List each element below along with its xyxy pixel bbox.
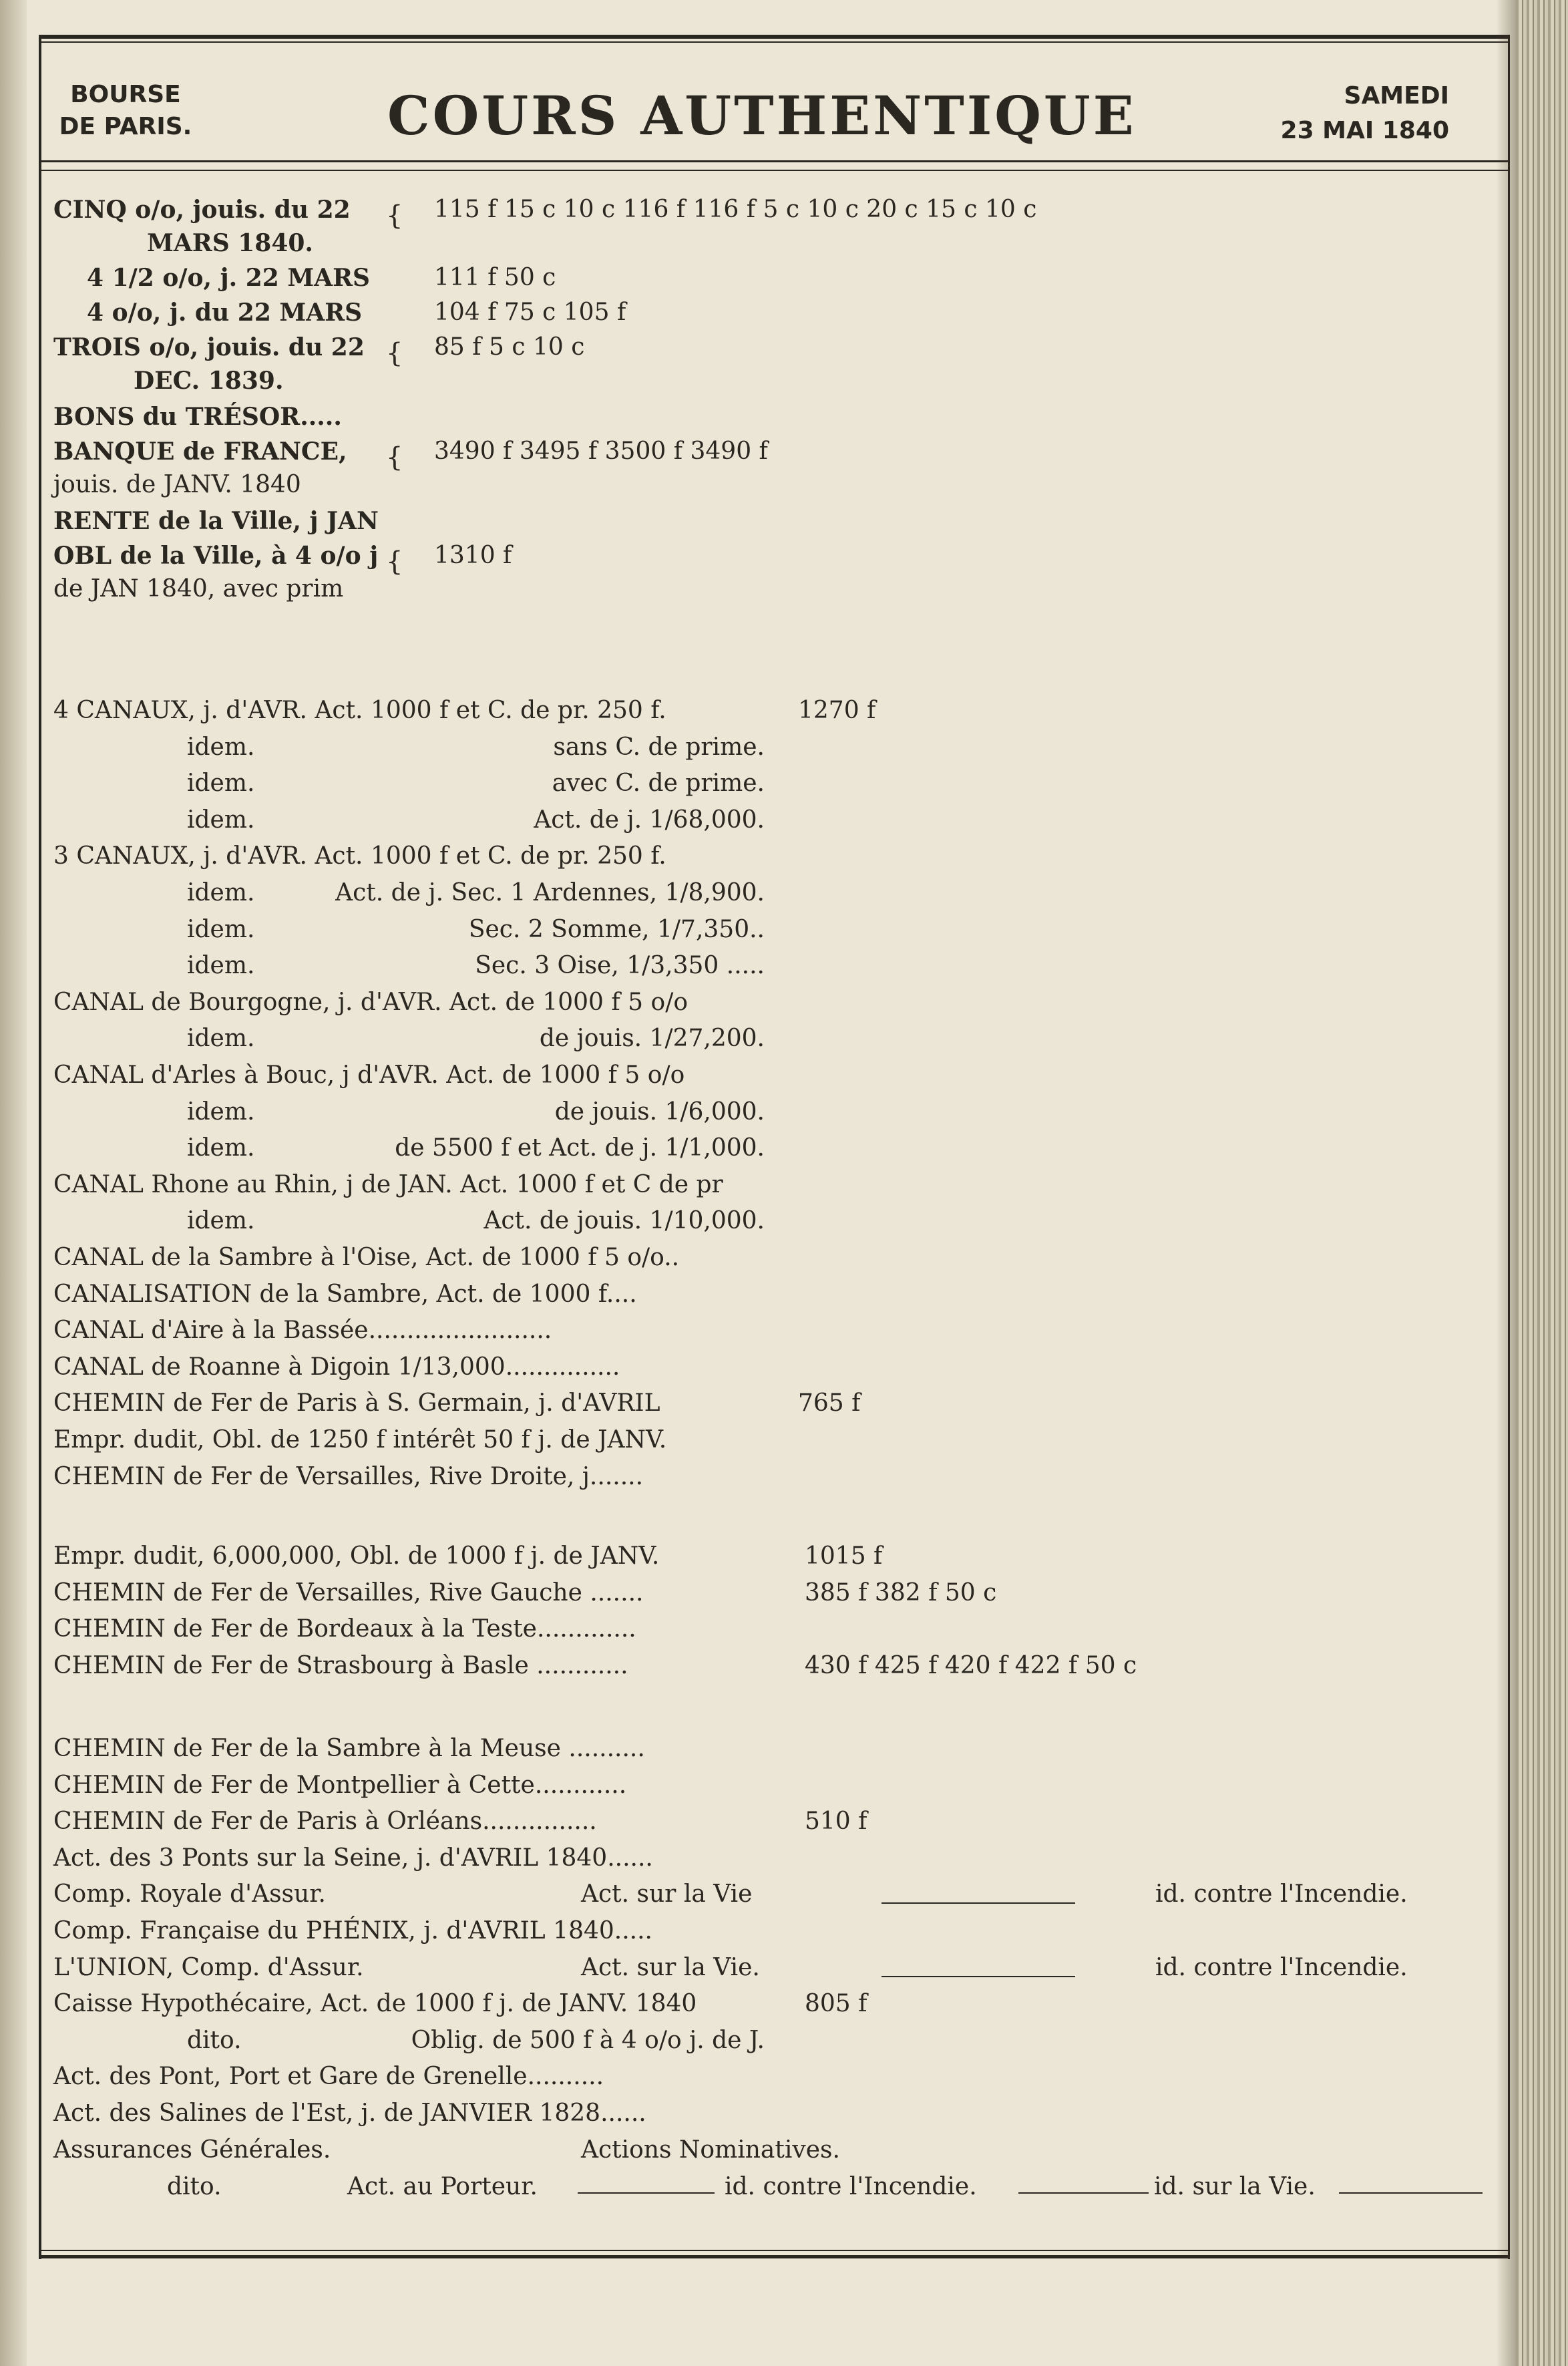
blank-line (881, 1902, 1075, 1904)
rente-cinq-l1: CINQ o/o, jouis. du 22 (53, 196, 351, 224)
rente-4-5-price: 111 f 50 c (434, 264, 556, 291)
canaux-row-text: CHEMIN de Fer de Paris à S. Germain, j. d'AVRIL (53, 1389, 660, 1417)
canaux-row-detail: sans C. de prime. (553, 733, 765, 761)
rente-4-price: 104 f 75 c 105 f (434, 299, 626, 326)
divers-row-right: id. contre l'Incendie. (1155, 1880, 1408, 1908)
page-edge-shadow (1496, 0, 1516, 2366)
canaux-row-text: 4 CANAUX, j. d'AVR. Act. 1000 f et C. de pr. 250 f. (53, 697, 666, 724)
canaux-row-idem: idem. (187, 952, 255, 980)
rente-cinq-l2: MARS 1840. (147, 229, 313, 257)
canaux-row-detail: de 5500 f et Act. de j. 1/1,000. (395, 1134, 765, 1162)
divers-row-text: Assurances Générales. (53, 2136, 331, 2164)
canaux-row-detail: Act. de jouis. 1/10,000. (483, 1207, 765, 1235)
last-line-porteur: Act. au Porteur. (347, 2173, 538, 2200)
divers-row-text: Act. des Salines de l'Est, j. de JANVIER 1828...... (53, 2099, 646, 2127)
bourse-line-2: DE PARIS. (59, 113, 192, 140)
canaux-row-idem: idem. (187, 879, 255, 906)
canaux-row-idem: idem. (187, 770, 255, 798)
bottom-rule-thin (40, 2250, 1509, 2251)
rente-ville: RENTE de la Ville, j JAN (53, 507, 379, 535)
rente-trois-l2: DEC. 1839. (134, 367, 284, 395)
last-line-dito: dito. (167, 2173, 222, 2200)
chemins-row-text: Empr. dudit, 6,000,000, Obl. de 1000 f j. de JANV. (53, 1542, 660, 1570)
last-line-vie: id. sur la Vie. (1154, 2173, 1316, 2200)
divers-row-idem: dito. (187, 2026, 242, 2054)
blank-line (1018, 2192, 1149, 2194)
bons-tresor: BONS du TRÉSOR..... (53, 403, 342, 431)
divers-row-text: Act. des 3 Ponts sur la Seine, j. d'AVRIL 1840...... (53, 1844, 653, 1872)
canaux-row-detail: Act. de j. 1/68,000. (534, 806, 765, 834)
canaux-row-price: 1270 f (798, 697, 876, 724)
date-block (1249, 79, 1449, 148)
divers-row-detail: Actions Nominatives. (581, 2136, 840, 2164)
canaux-row-text: CANAL d'Aire à la Bassée........................ (53, 1317, 552, 1345)
top-rule-thin (40, 41, 1509, 43)
canaux-row-price: 765 f (798, 1389, 861, 1417)
bourse-label (52, 79, 199, 143)
canaux-row-idem: idem. (187, 733, 255, 761)
banque-l2: jouis. de JANV. 1840 (53, 471, 301, 498)
canaux-row-detail: Sec. 3 Oise, 1/3,350 ..... (475, 952, 765, 980)
rente-cinq-price: 115 f 15 c 10 c 116 f 116 f 5 c 10 c 20 c 15 c 10 c (434, 196, 1037, 223)
canaux-row-detail: Sec. 2 Somme, 1/7,350.. (468, 915, 765, 943)
canaux-row-text: CANAL Rhone au Rhin, j de JAN. Act. 1000 f et C de pr (53, 1170, 723, 1198)
canaux-row-idem: idem. (187, 1207, 255, 1235)
canaux-row-detail: de jouis. 1/6,000. (554, 1097, 765, 1126)
canaux-row-idem: idem. (187, 1025, 255, 1053)
obl-ville-l2: de JAN 1840, avec prim (53, 575, 344, 603)
divers-row-text: Caisse Hypothécaire, Act. de 1000 f j. de JANV. 1840 (53, 1990, 697, 2018)
binding-shadow (0, 0, 27, 2366)
canaux-row-idem: idem. (187, 1134, 255, 1162)
canaux-row-idem: idem. (187, 806, 255, 834)
canaux-row-text: CANAL de Bourgogne, j. d'AVR. Act. de 1000 f 5 o/o (53, 988, 688, 1016)
divers-row-detail: Act. sur la Vie. (581, 1953, 760, 1981)
chemins-row-text: CHEMIN de Fer de Bordeaux à la Teste............. (53, 1615, 636, 1643)
rente-trois-price: 85 f 5 c 10 c (434, 333, 585, 361)
bourse-line-1: BOURSE (70, 81, 181, 108)
canaux-row-text: CANAL de la Sambre à l'Oise, Act. de 1000 f 5 o/o.. (53, 1244, 680, 1271)
canaux-row-detail: avec C. de prime. (552, 770, 765, 798)
blank-line (578, 2192, 715, 2194)
blank-line (1339, 2192, 1483, 2194)
rente-4-5-l1: 4 1/2 o/o, j. 22 MARS (87, 264, 371, 292)
canaux-row-text: 3 CANAUX, j. d'AVR. Act. 1000 f et C. de pr. 250 f. (53, 842, 666, 870)
obl-ville-price: 1310 f (434, 542, 512, 569)
bottom-rule (40, 2255, 1509, 2258)
banque-price: 3490 f 3495 f 3500 f 3490 f (434, 438, 768, 465)
rente-4-l1: 4 o/o, j. du 22 MARS (87, 299, 363, 327)
chemins-row-price: 430 f 425 f 420 f 422 f 50 c (805, 1651, 1137, 1679)
day-label: SAMEDI (1344, 82, 1449, 110)
divers-row-text: L'UNION, Comp. d'Assur. (53, 1953, 364, 1981)
canaux-row-text: CANAL de Roanne à Digoin 1/13,000............... (53, 1353, 620, 1381)
canaux-row-text: CANALISATION de la Sambre, Act. de 1000 f.... (53, 1280, 637, 1308)
divers-row-detail: Oblig. de 500 f à 4 o/o j. de J. (411, 2026, 765, 2054)
canaux-row-idem: idem. (187, 1097, 255, 1126)
divers-row-text: Comp. Royale d'Assur. (53, 1880, 326, 1908)
banque-l1: BANQUE de FRANCE, (53, 438, 347, 466)
divers-row-price: 805 f (805, 1990, 867, 2018)
brace-icon: { (386, 546, 403, 577)
divers-row-detail: Act. sur la Vie (581, 1880, 753, 1908)
divers-row-text: Comp. Française du PHÉNIX, j. d'AVRIL 1840..... (53, 1917, 652, 1945)
chemins-row-price: 385 f 382 f 50 c (805, 1578, 997, 1607)
canaux-row-text: CANAL d'Arles à Bouc, j d'AVR. Act. de 1000 f 5 o/o (53, 1061, 685, 1089)
chemins-row-text: CHEMIN de Fer de Versailles, Rive Gauche ....... (53, 1578, 644, 1607)
canaux-row-text: CHEMIN de Fer de Versailles, Rive Droite, j....... (53, 1462, 644, 1490)
last-line-incendie: id. contre l'Incendie. (725, 2173, 977, 2200)
canaux-row-detail: de jouis. 1/27,200. (539, 1025, 765, 1053)
date-label: 23 MAI 1840 (1280, 117, 1449, 144)
brace-icon: { (386, 442, 403, 473)
divers-row-right: id. contre l'Incendie. (1155, 1953, 1408, 1981)
header-rule (40, 160, 1509, 162)
rente-trois-l1: TROIS o/o, jouis. du 22 (53, 333, 365, 361)
chemins-row-text: CHEMIN de Fer de Strasbourg à Basle ............ (53, 1651, 628, 1679)
chemins-row-price: 1015 f (805, 1542, 883, 1570)
obl-ville-l1: OBL de la Ville, à 4 o/o j (53, 542, 379, 570)
divers-row-text: CHEMIN de Fer de Paris à Orléans............... (53, 1808, 597, 1836)
page-title: COURS AUTHENTIQUE (387, 84, 1137, 147)
canaux-row-idem: idem. (187, 915, 255, 943)
blank-line (881, 1976, 1075, 1977)
canaux-row-detail: Act. de j. Sec. 1 Ardennes, 1/8,900. (335, 879, 765, 906)
header-rule-thin (40, 170, 1509, 171)
brace-icon: { (386, 338, 403, 369)
divers-row-price: 510 f (805, 1808, 867, 1836)
canaux-row-text: Empr. dudit, Obl. de 1250 f intérêt 50 f j. de JANV. (53, 1426, 667, 1454)
divers-row-text: CHEMIN de Fer de Montpellier à Cette............ (53, 1771, 627, 1799)
brace-icon: { (386, 200, 403, 231)
page-stack-edge (1516, 0, 1568, 2366)
divers-row-text: Act. des Pont, Port et Gare de Grenelle.......... (53, 2063, 604, 2091)
top-rule (40, 35, 1509, 39)
divers-row-text: CHEMIN de Fer de la Sambre à la Meuse .......... (53, 1735, 645, 1762)
left-border (39, 35, 41, 2259)
